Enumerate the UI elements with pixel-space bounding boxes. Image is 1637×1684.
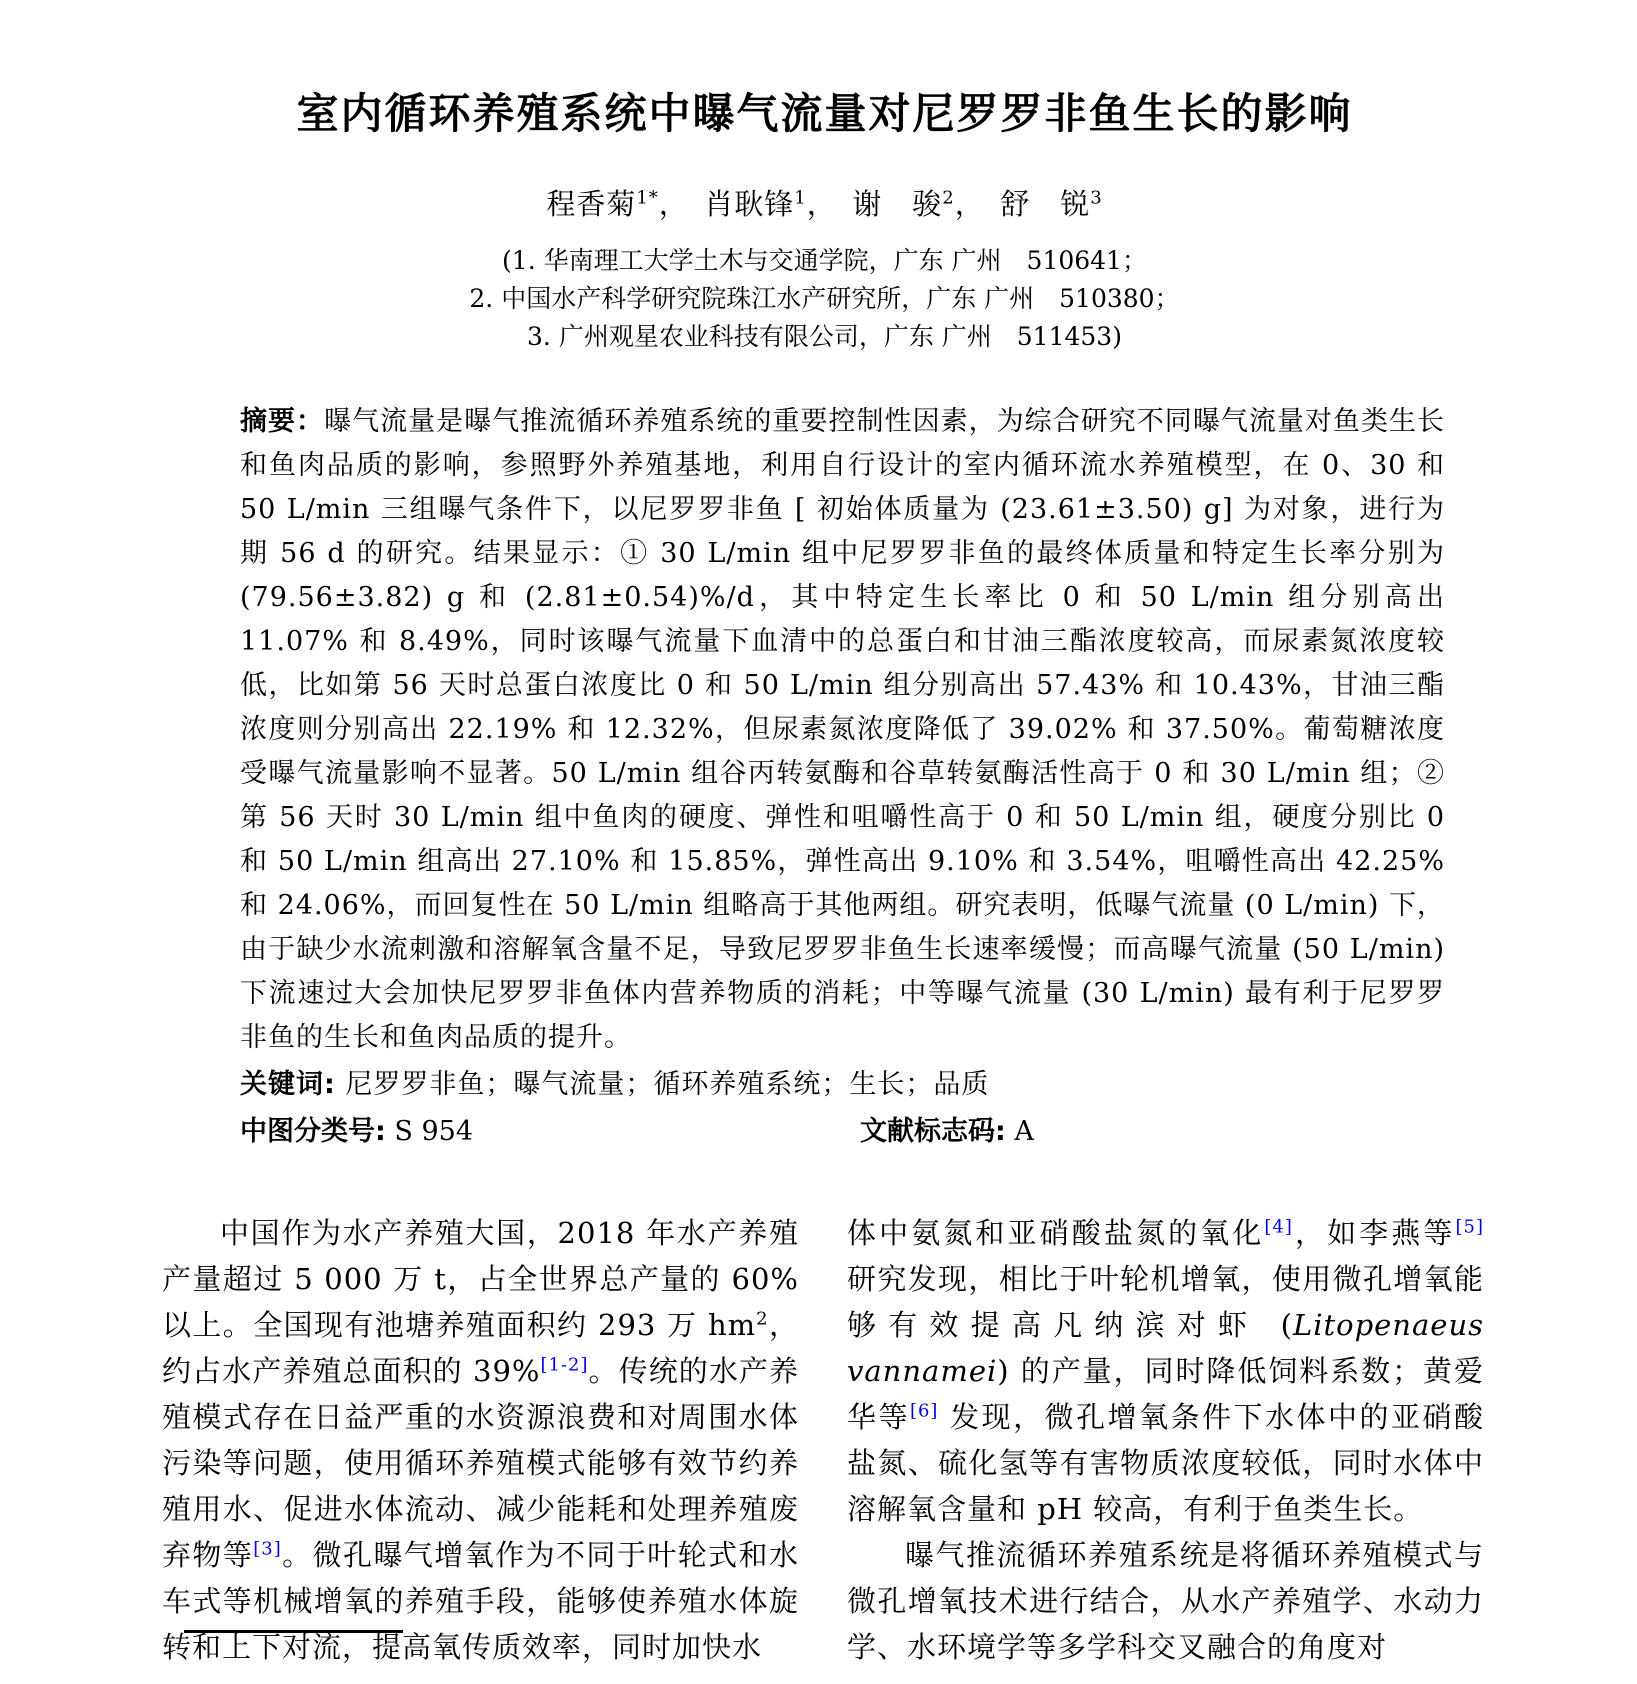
- document-code: [860, 1108, 1034, 1156]
- citation-ref[interactable]: [1-2]: [540, 1354, 589, 1376]
- text-run: 程香菊: [546, 187, 637, 222]
- paragraph: [847, 1532, 1484, 1670]
- abstract: [162, 400, 1487, 1060]
- text-run: ， 舒 锐: [954, 187, 1091, 222]
- species-name-italic: Litopenaeus vannamei: [847, 1308, 1484, 1389]
- superscript: 3: [1090, 187, 1103, 209]
- paper-title: 室内循环养殖系统中曝气流量对尼罗罗非鱼生长的影响: [296, 89, 1353, 139]
- body-columns: [162, 1210, 1487, 1684]
- clc-number: [240, 1108, 860, 1156]
- affiliation-3: 3. 广州观星农业科技有限公司，广东 广州 511453): [527, 322, 1122, 352]
- affiliations: [162, 242, 1487, 356]
- text-run: ， 谢 骏: [806, 187, 943, 222]
- citation-ref[interactable]: [3]: [253, 1538, 282, 1560]
- text-run: 体中氨氮和亚硝酸盐氮的氧化: [847, 1216, 1265, 1251]
- clc-label: 中图分类号:: [240, 1116, 386, 1148]
- affiliation-1: (1. 华南理工大学土木与交通学院，广东 广州 510641；: [502, 246, 1147, 276]
- citation-ref[interactable]: [4]: [1264, 1216, 1293, 1238]
- keywords-line: [162, 1062, 1487, 1108]
- superscript: 1: [794, 187, 807, 209]
- authors-line: [162, 184, 1487, 224]
- text-run: ，如李燕等: [1292, 1216, 1456, 1251]
- document-code-value: A: [1005, 1116, 1034, 1148]
- keywords-text: 尼罗罗非鱼；曝气流量；循环养殖系统；生长；品质: [335, 1069, 990, 1101]
- text-run: ， 肖耿锋: [658, 187, 795, 222]
- superscript: 2: [756, 1308, 769, 1330]
- document-code-label: 文献标志码:: [860, 1116, 1006, 1148]
- paragraph: [847, 1210, 1484, 1532]
- text-run: ) 的产量，同时降低饲料系数；黄爱华等: [847, 1354, 1484, 1435]
- citation-ref[interactable]: [5]: [1455, 1216, 1484, 1238]
- keywords-label: 关键词:: [240, 1069, 336, 1101]
- paragraph: [162, 1210, 799, 1670]
- text-run: 中国作为水产养殖大国，2018 年水产养殖产量超过 5 000 万 t，占全世界总产量的 60% 以上。全国现有池塘养殖面积约 293 万 hm: [162, 1216, 799, 1343]
- text-run: 发现，微孔增氧条件下水体中的亚硝酸盐氮、硫化氢等有害物质浓度较低，同时水体中溶解氧含量和 pH 较高，有利于鱼类生长。: [847, 1400, 1484, 1527]
- left-column: [162, 1210, 799, 1684]
- abstract-text: 曝气流量是曝气推流循环养殖系统的重要控制性因素，为综合研究不同曝气流量对鱼类生长和鱼肉品质的影响，参照野外养殖基地，利用自行设计的室内循环流水养殖模型，在 0、30 和 50 L/min 三组曝气条件下，以尼罗罗非鱼 [ 初始体质量为 (23.61±3.50) g] 为对象，进行为期 56 d 的研究。结果显示：① 30 L/min 组中尼罗罗非鱼的最终体质量和特定生长率分别为 (79.56±3.82) g 和 (2.81±0.54)%/d，其中特定生长率比 0 和 50 L/min 组分别高出 11.07% 和 8.49%，同时该曝气流量下血清中的总蛋白和甘油三酯浓度较高，而尿素氮浓度较低，比如第 56 天时总蛋白浓度比 0 和 50 L/min 组分别高出 57.43% 和 10.43%，甘油三酯浓度则分别高出 22.19% 和 12.32%，但尿素氮浓度降低了 39.02% 和 37.50%。葡萄糖浓度受曝气流量影响不显著。50 L/min 组谷丙转氨酶和谷草转氨酶活性高于 0 和 30 L/min 组；② 第 56 天时 30 L/min 组中鱼肉的硬度、弹性和咀嚼性高于 0 和 50 L/min 组，硬度分别比 0 和 50 L/min 组高出 27.10% 和 15.85%，弹性高出 9.10% 和 3.54%，咀嚼性高出 42.25% 和 24.06%，而回复性在 50 L/min 组略高于其他两组。研究表明，低曝气流量 (0 L/min) 下，由于缺少水流刺激和溶解氧含量不足，导致尼罗罗非鱼生长速率缓慢；而高曝气流量 (50 L/min) 下流速过大会加快尼罗罗非鱼体内营养物质的消耗；中等曝气流量 (30 L/min) 最有利于尼罗罗非鱼的生长和鱼肉品质的提升。: [240, 406, 1446, 1054]
- citation-ref[interactable]: [6]: [909, 1400, 939, 1422]
- text-run: 研究发现，相比于叶轮机增氧，使用微孔增氧能够有效提高凡纳滨对虾 (: [847, 1262, 1484, 1343]
- text-run: 。传统的水产养殖模式存在日益严重的水资源浪费和对周围水体污染等问题，使用循环养殖模式能够有效节约养殖用水、促进水体流动、减少能耗和处理养殖废弃物等: [162, 1354, 799, 1573]
- clc-value: S 954: [385, 1116, 474, 1148]
- superscript: 1*: [636, 187, 659, 209]
- text-run: 曝气推流循环养殖系统是将循环养殖模式与微孔增氧技术进行结合，从水产养殖学、水动力学、水环境学等多学科交叉融合的角度对: [847, 1538, 1484, 1665]
- abstract-label: 摘要：: [240, 406, 325, 438]
- affiliation-2: 2. 中国水产科学研究院珠江水产研究所，广东 广州 510380；: [469, 284, 1180, 314]
- text-run: ，约占水产养殖总面积的 39%: [162, 1308, 799, 1389]
- classification-line: [162, 1108, 1487, 1156]
- footnote-rule: [184, 1630, 403, 1633]
- text-run: 。微孔曝气增氧作为不同于叶轮式和水车式等机械增氧的养殖手段，能够使养殖水体旋转和上下对流，提高氧传质效率，同时加快水: [162, 1538, 799, 1665]
- right-column: [847, 1210, 1484, 1684]
- superscript: 2: [942, 187, 955, 209]
